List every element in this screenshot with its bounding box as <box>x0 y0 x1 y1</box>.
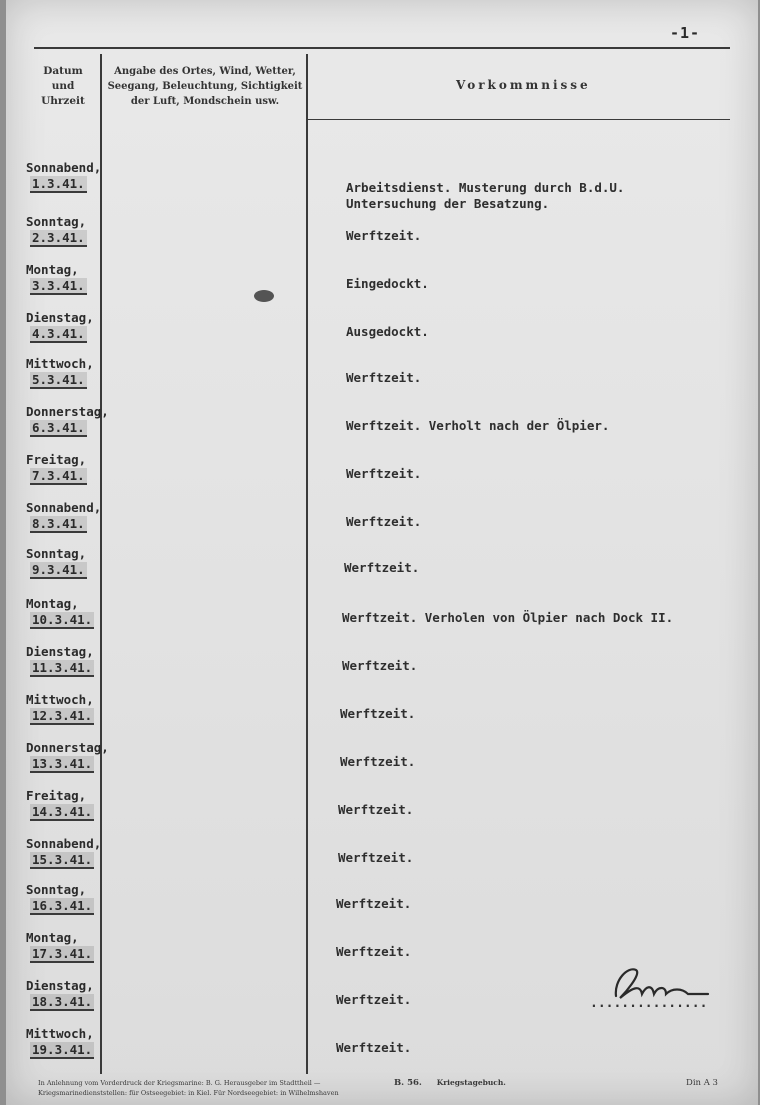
log-entry <box>20 404 760 448</box>
entry-date: 5.3.41. <box>32 372 85 387</box>
entry-event: Werftzeit. <box>340 754 416 769</box>
entry-day: Sonntag, <box>26 214 87 229</box>
entry-event: Werftzeit. <box>336 944 412 959</box>
log-entry <box>20 214 760 258</box>
entry-day: Donnerstag, <box>26 740 109 755</box>
entry-day: Dienstag, <box>26 644 94 659</box>
footer-form-title: Kriegstagebuch. <box>436 1078 506 1087</box>
entry-date: 13.3.41. <box>32 756 93 771</box>
entry-event-line-2: Untersuchung der Besatzung. <box>346 196 550 211</box>
header-location-line-3: der Luft, Mondschein usw. <box>130 96 280 107</box>
entry-date: 17.3.41. <box>32 946 93 961</box>
entry-date: 8.3.41. <box>32 516 85 531</box>
entry-date: 4.3.41. <box>32 326 85 341</box>
log-entry <box>20 788 760 832</box>
log-entry <box>20 1026 760 1070</box>
header-date-line-2: und <box>51 80 75 92</box>
entry-date: 9.3.41. <box>32 562 85 577</box>
entry-event: Werftzeit. <box>346 370 422 385</box>
entry-event: Werftzeit. Verholen von Ölpier nach Dock II. <box>342 610 674 625</box>
log-entry <box>20 546 760 590</box>
entry-date: 12.3.41. <box>32 708 93 723</box>
entry-event: Werftzeit. <box>336 992 412 1007</box>
entry-event: Werftzeit. <box>338 850 414 865</box>
entry-event: Werftzeit. <box>336 896 412 911</box>
entry-day: Sonntag, <box>26 882 87 897</box>
entry-event: Ausgedockt. <box>346 324 429 339</box>
log-entry <box>20 836 760 880</box>
footer-din: Din A 3 <box>686 1078 718 1088</box>
entry-day: Freitag, <box>26 788 87 803</box>
entry-date: 1.3.41. <box>32 176 85 191</box>
entry-day: Dienstag, <box>26 310 94 325</box>
entry-day: Freitag, <box>26 452 87 467</box>
entry-day: Mittwoch, <box>26 356 94 371</box>
entry-event: Werftzeit. <box>344 560 420 575</box>
entry-event: Werftzeit. <box>346 466 422 481</box>
entry-date: 15.3.41. <box>32 852 93 867</box>
entry-event: Werftzeit. <box>340 706 416 721</box>
entry-day: Sonnabend, <box>26 500 102 515</box>
log-entry <box>20 262 760 306</box>
signature-dots: ............... <box>590 996 708 1011</box>
signature <box>584 958 714 1022</box>
entry-event: Arbeitsdienst. Musterung durch B.d.U. <box>346 180 625 195</box>
entry-date: 14.3.41. <box>32 804 93 819</box>
log-entry <box>20 452 760 496</box>
header-events: Vorkommnisse <box>456 78 591 92</box>
entry-date: 3.3.41. <box>32 278 85 293</box>
log-entry <box>20 644 760 688</box>
entry-day: Sonntag, <box>26 546 87 561</box>
entry-day: Montag, <box>26 930 79 945</box>
header-location-line-1: Angabe des Ortes, Wind, Wetter, <box>114 66 296 77</box>
log-entry <box>20 692 760 736</box>
log-entry <box>20 596 760 640</box>
entry-day: Sonnabend, <box>26 160 102 175</box>
entry-date: 16.3.41. <box>32 898 93 913</box>
log-entry <box>20 310 760 354</box>
log-entry <box>20 500 760 544</box>
log-entry <box>20 356 760 400</box>
entry-event: Werftzeit. <box>346 228 422 243</box>
entry-date: 10.3.41. <box>32 612 93 627</box>
header-location <box>104 64 306 109</box>
entry-event: Werftzeit. <box>336 1040 412 1055</box>
entry-day: Dienstag, <box>26 978 94 993</box>
entry-event: Werftzeit. <box>338 802 414 817</box>
footer-form-code: B. 56. <box>394 1078 422 1088</box>
entry-date: 6.3.41. <box>32 420 85 435</box>
header-date-line-1: Datum <box>43 65 83 77</box>
entry-day: Montag, <box>26 596 79 611</box>
header-date-time <box>26 64 100 109</box>
entry-day: Sonnabend, <box>26 836 102 851</box>
entry-date: 2.3.41. <box>32 230 85 245</box>
footer-print-note: In Anlehnung vom Vorderdruck der Kriegsmarine: B. G. Herausgeber im Stadttheil — Kriegsmarinedienststellen: für Ostseegebiet: in Kiel. Für Nordseegebiet: in Wilhelmshaven <box>38 1079 339 1097</box>
log-entry <box>20 882 760 926</box>
entry-day: Mittwoch, <box>26 1026 94 1041</box>
entry-day: Montag, <box>26 262 79 277</box>
entry-date: 19.3.41. <box>32 1042 93 1057</box>
header-bottom-rule <box>306 119 730 120</box>
entry-date: 11.3.41. <box>32 660 93 675</box>
header-date-line-3: Uhrzeit <box>41 95 85 107</box>
header-location-line-2: Seegang, Beleuchtung, Sichtigkeit <box>107 81 303 92</box>
entry-date: 7.3.41. <box>32 468 85 483</box>
footer-form-number <box>394 1078 506 1088</box>
entry-event: Werftzeit. Verholt nach der Ölpier. <box>346 418 610 433</box>
entry-date: 18.3.41. <box>32 994 93 1009</box>
page-number: -1- <box>670 24 701 42</box>
header-top-rule <box>34 47 730 49</box>
entry-event: Werftzeit. <box>346 514 422 529</box>
log-entry <box>20 740 760 784</box>
entry-event: Eingedockt. <box>346 276 429 291</box>
entry-day: Donnerstag, <box>26 404 109 419</box>
entry-event: Werftzeit. <box>342 658 418 673</box>
entry-day: Mittwoch, <box>26 692 94 707</box>
document-page <box>6 0 758 1105</box>
